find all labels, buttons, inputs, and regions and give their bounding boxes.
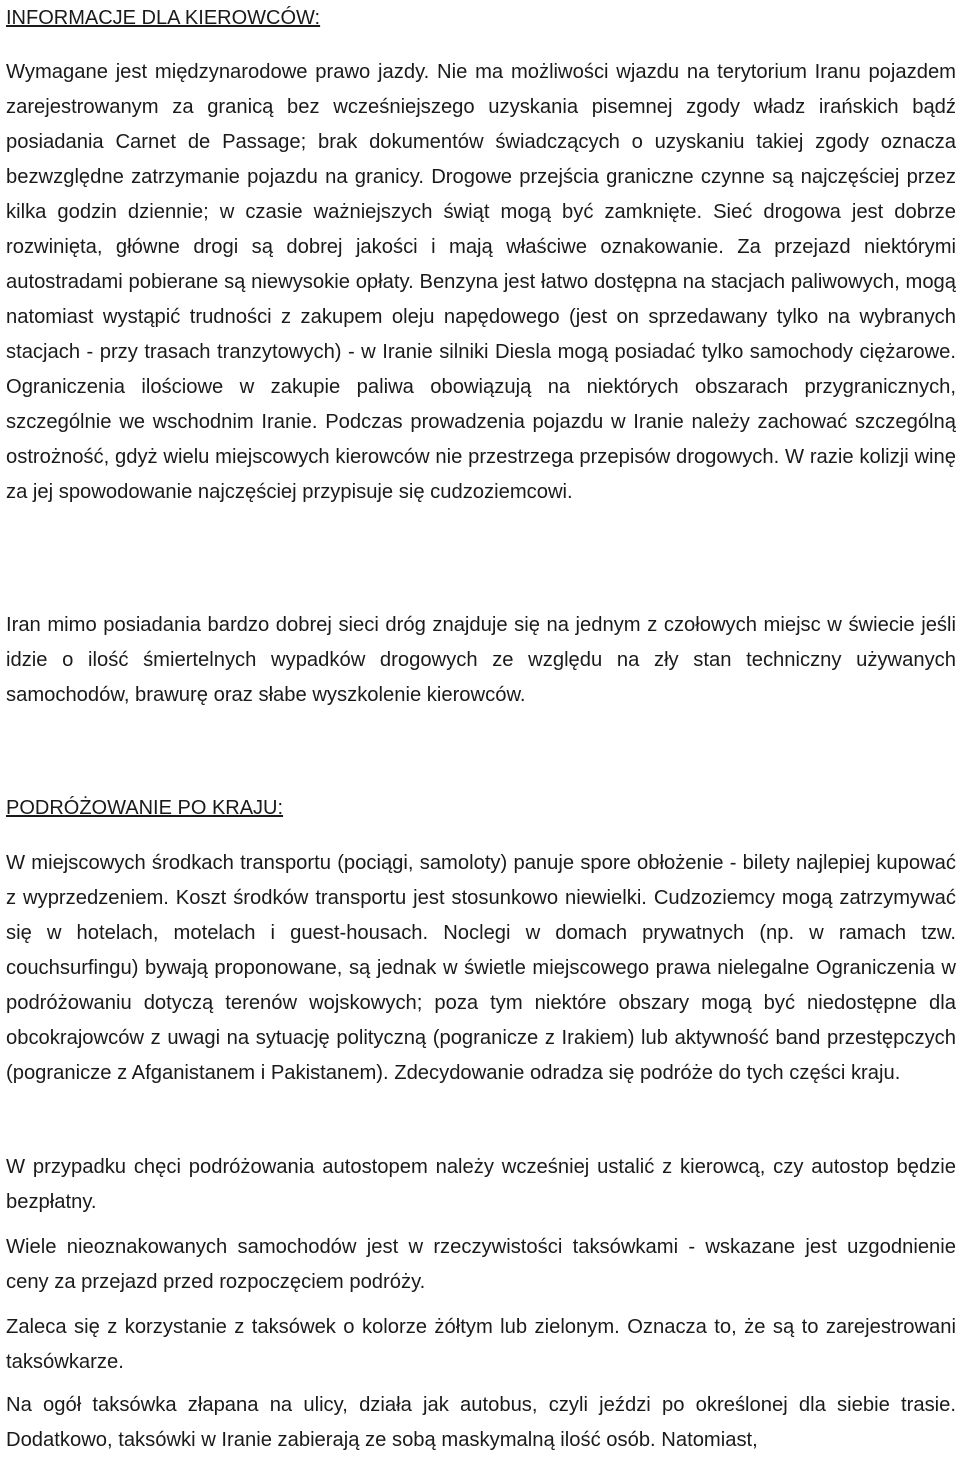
paragraph-local-transport: W miejscowych środkach transportu (pociągi, samoloty) panuje spore obłożenie - bilety najlepiej kupować z wyprzedzeniem. Koszt środków transportu jest stosunkowo niewielki. Cudzoziemcy mogą zatrzymywać się w hotelach, motelach i guest-housach. Noclegi w domach prywatnych (np. w ramach tzw. couchsurfingu) bywają proponowane, są jednak w świetle miejscowego prawa nielegalne Ograniczenia w podróżowaniu dotyczą terenów wojskowych; poza tym niektóre obszary mogą być niedostępne dla obcokrajowców z uwagi na sytuację polityczną (pogranicze z Irakiem) lub aktywność band przestępczych (pogranicze z Afganistanem i Pakistanem). Zdecydowanie odradza się podróże do tych części kraju.	[6, 852, 956, 1084]
paragraph-unmarked-taxis: Wiele nieoznakowanych samochodów jest w rzeczywistości taksówkami - wskazane jest uzgodnienie ceny za przejazd przed rozpoczęciem podróży.	[6, 1236, 956, 1293]
paragraph-road-safety: Iran mimo posiadania bardzo dobrej sieci dróg znajduje się na jednym z czołowych miejsc w świecie jeśli idzie o ilość śmiertelnych wypadków drogowych ze względu na zły stan techniczny używanych samochodów, brawurę oraz słabe wyszkolenie kierowców.	[6, 614, 956, 706]
paragraph-street-taxis: Na ogół taksówka złapana na ulicy, działa jak autobus, czyli jeździ po określonej dla siebie trasie. Dodatkowo, taksówki w Iranie zabierają ze sobą maskymalną ilość osób. Natomiast,	[6, 1394, 956, 1451]
paragraph-taxi-colors: Zaleca się z korzystanie z taksówek o kolorze żółtym lub zielonym. Oznacza to, że są to zarejestrowani taksówkarze.	[6, 1316, 956, 1373]
paragraph-hitchhiking: W przypadku chęci podróżowania autostopem należy wcześniej ustalić z kierowcą, czy autostop będzie bezpłatny.	[6, 1156, 956, 1213]
paragraph-drivers-info: Wymagane jest międzynarodowe prawo jazdy. Nie ma możliwości wjazdu na terytorium Iranu pojazdem zarejestrowanym za granicą bez wcześniejszego uzyskania pisemnej zgody władz irańskich bądź posiadania Carnet de Passage; brak dokumentów świadczących o uzyskaniu takiej zgody oznacza bezwzględne zatrzymanie pojazdu na granicy. Drogowe przejścia graniczne czynne są najczęściej przez kilka godzin dziennie; w czasie ważniejszych świąt mogą być zamknięte. Sieć drogowa jest dobrze rozwinięta, główne drogi są dobrej jakości i mają właściwe oznakowanie. Za przejazd niektórymi autostradami pobierane są niewysokie opłaty. Benzyna jest łatwo dostępna na stacjach paliwowych, mogą natomiast wystąpić trudności z zakupem oleju napędowego (jest on sprzedawany tylko na wybranych stacjach - przy trasach tranzytowych) - w Iranie silniki Diesla mogą posiadać tylko samochody ciężarowe. Ograniczenia ilościowe w zakupie paliwa obowiązują na niektórych obszarach przygranicznych, szczególnie we wschodnim Iranie. Podczas prowadzenia pojazdu w Iranie należy zachować szczególną ostrożność, gdyż wielu miejscowych kierowców nie przestrzega przepisów drogowych. W razie kolizji winę za jej spowodowanie najczęściej przypisuje się cudzoziemcowi.	[6, 61, 956, 503]
section-heading-drivers: INFORMACJE DLA KIEROWCÓW:	[6, 7, 321, 29]
section-heading-travel: PODRÓŻOWANIE PO KRAJU:	[6, 797, 284, 819]
